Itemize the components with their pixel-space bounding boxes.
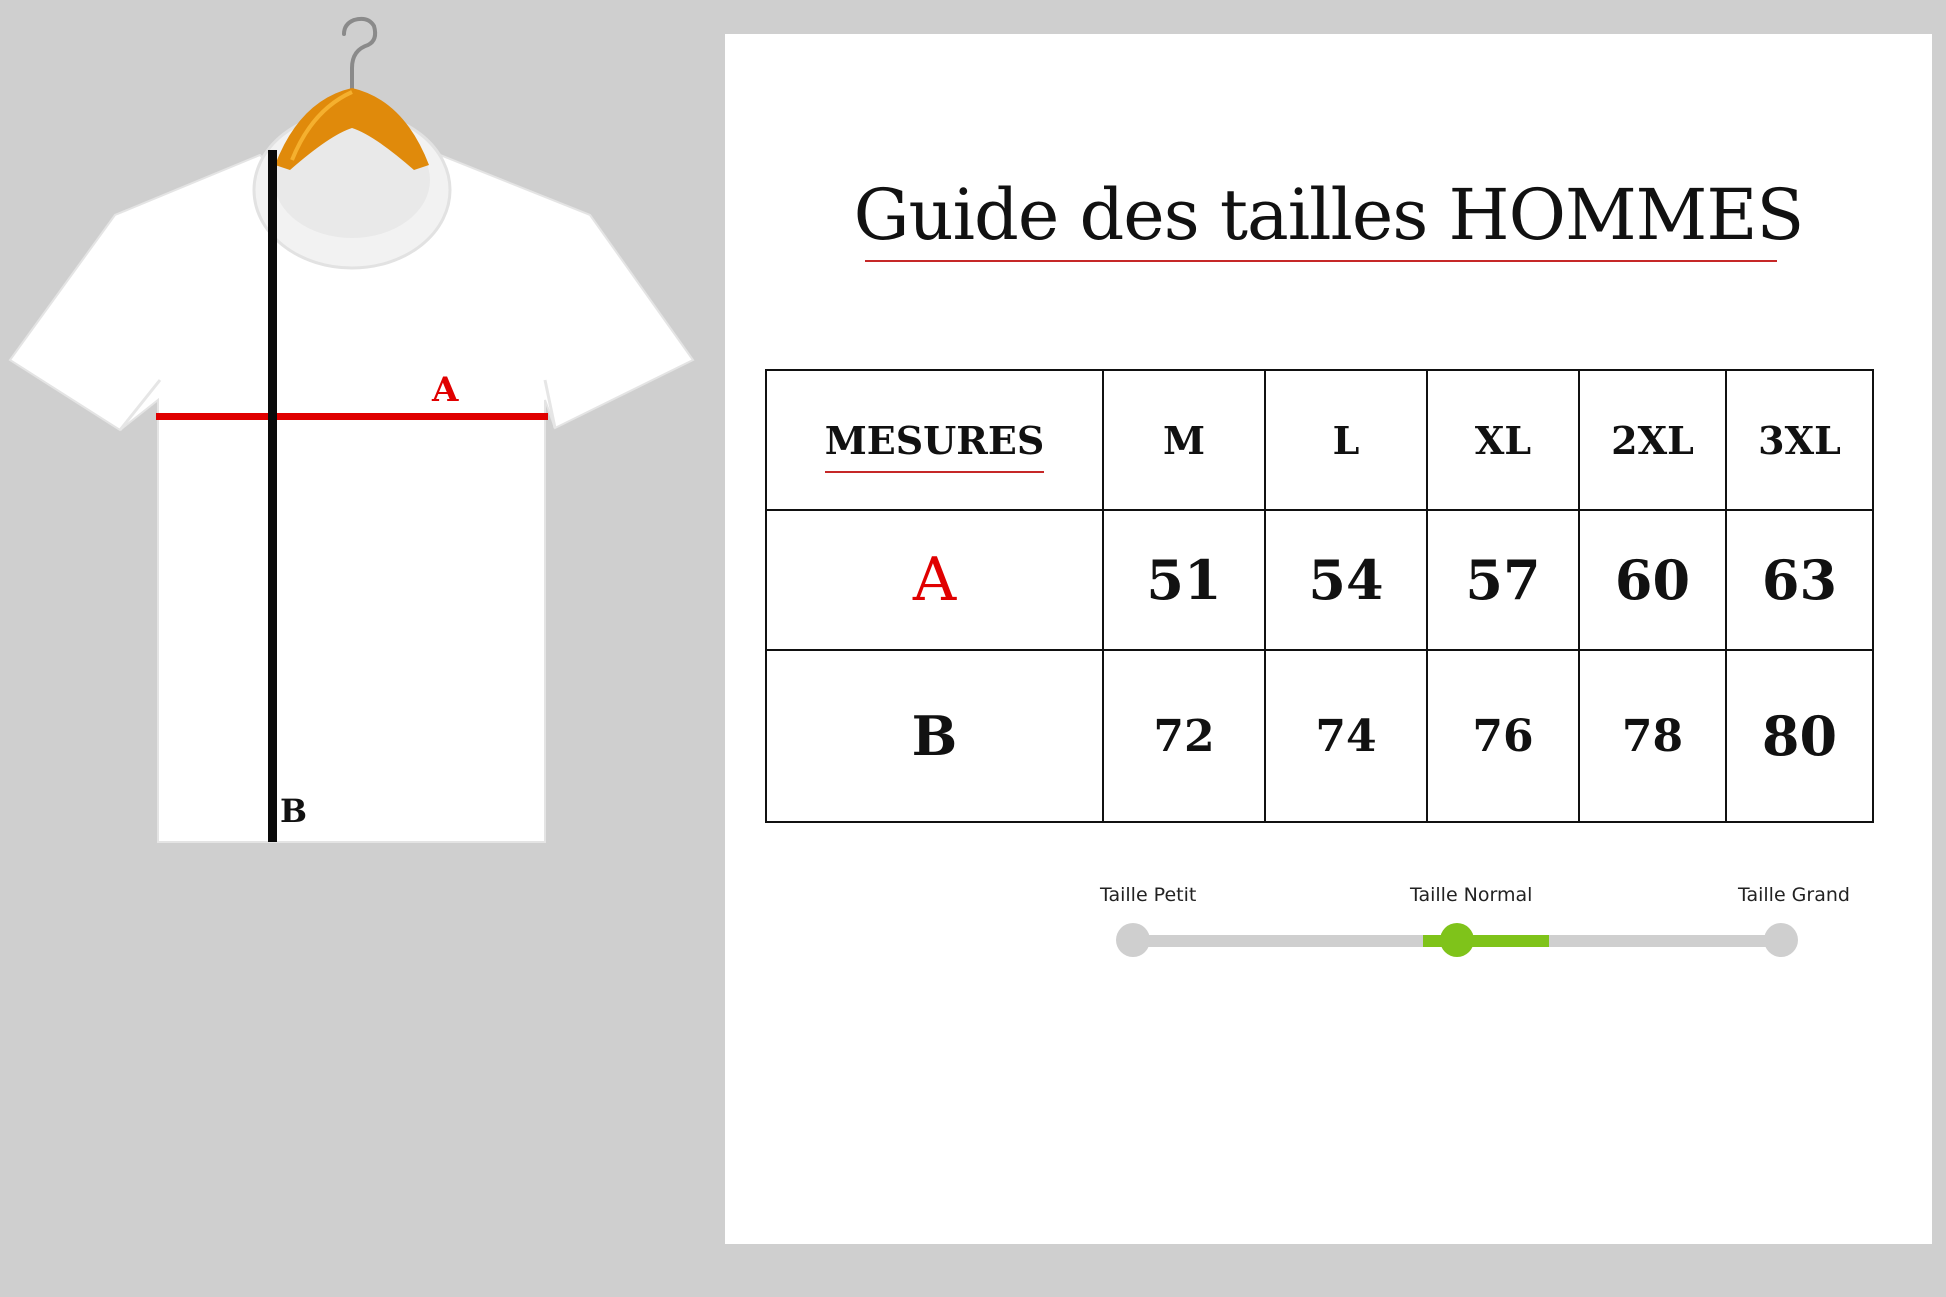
table-row (766, 650, 1873, 822)
header-cell-size: L (1265, 370, 1427, 510)
size-guide-panel (725, 34, 1932, 1244)
table-cell: 63 (1726, 510, 1873, 650)
table-cell: 76 (1427, 650, 1579, 822)
fit-label-large: Taille Grand (1738, 884, 1850, 906)
tshirt-illustration (0, 0, 720, 860)
header-cell-size: M (1103, 370, 1265, 510)
table-row (766, 510, 1873, 650)
table-cell: 57 (1427, 510, 1579, 650)
table-header-row (766, 370, 1873, 510)
table-cell: 74 (1265, 650, 1427, 822)
table-cell: 80 (1726, 650, 1873, 822)
mesures-label: MESURES (824, 417, 1045, 463)
table-cell: 72 (1103, 650, 1265, 822)
fit-stop-normal (1440, 923, 1474, 957)
measure-line-a (156, 413, 548, 420)
header-cell-size: XL (1427, 370, 1579, 510)
table-cell: 51 (1103, 510, 1265, 650)
title-underline (865, 260, 1777, 262)
table-cell: 54 (1265, 510, 1427, 650)
row-label-a: A (766, 510, 1103, 650)
fit-scale (725, 884, 1932, 1004)
fit-stop-large (1764, 923, 1798, 957)
fit-label-normal: Taille Normal (1410, 884, 1533, 906)
size-table (765, 369, 1874, 823)
row-label-b: B (766, 650, 1103, 822)
table-cell: 78 (1579, 650, 1726, 822)
measure-label-a: A (432, 370, 459, 410)
header-cell-size: 2XL (1579, 370, 1726, 510)
hanger-hook (344, 19, 375, 92)
header-cell-size: 3XL (1726, 370, 1873, 510)
measure-label-b: B (280, 792, 308, 830)
table-cell: 60 (1579, 510, 1726, 650)
header-cell-mesures (766, 370, 1103, 510)
fit-label-small: Taille Petit (1100, 884, 1197, 906)
fit-track (1133, 935, 1781, 947)
fit-stop-small (1116, 923, 1150, 957)
guide-title: Guide des tailles HOMMES (853, 174, 1804, 256)
measure-line-b (268, 150, 277, 842)
tshirt-drawing (0, 0, 720, 860)
